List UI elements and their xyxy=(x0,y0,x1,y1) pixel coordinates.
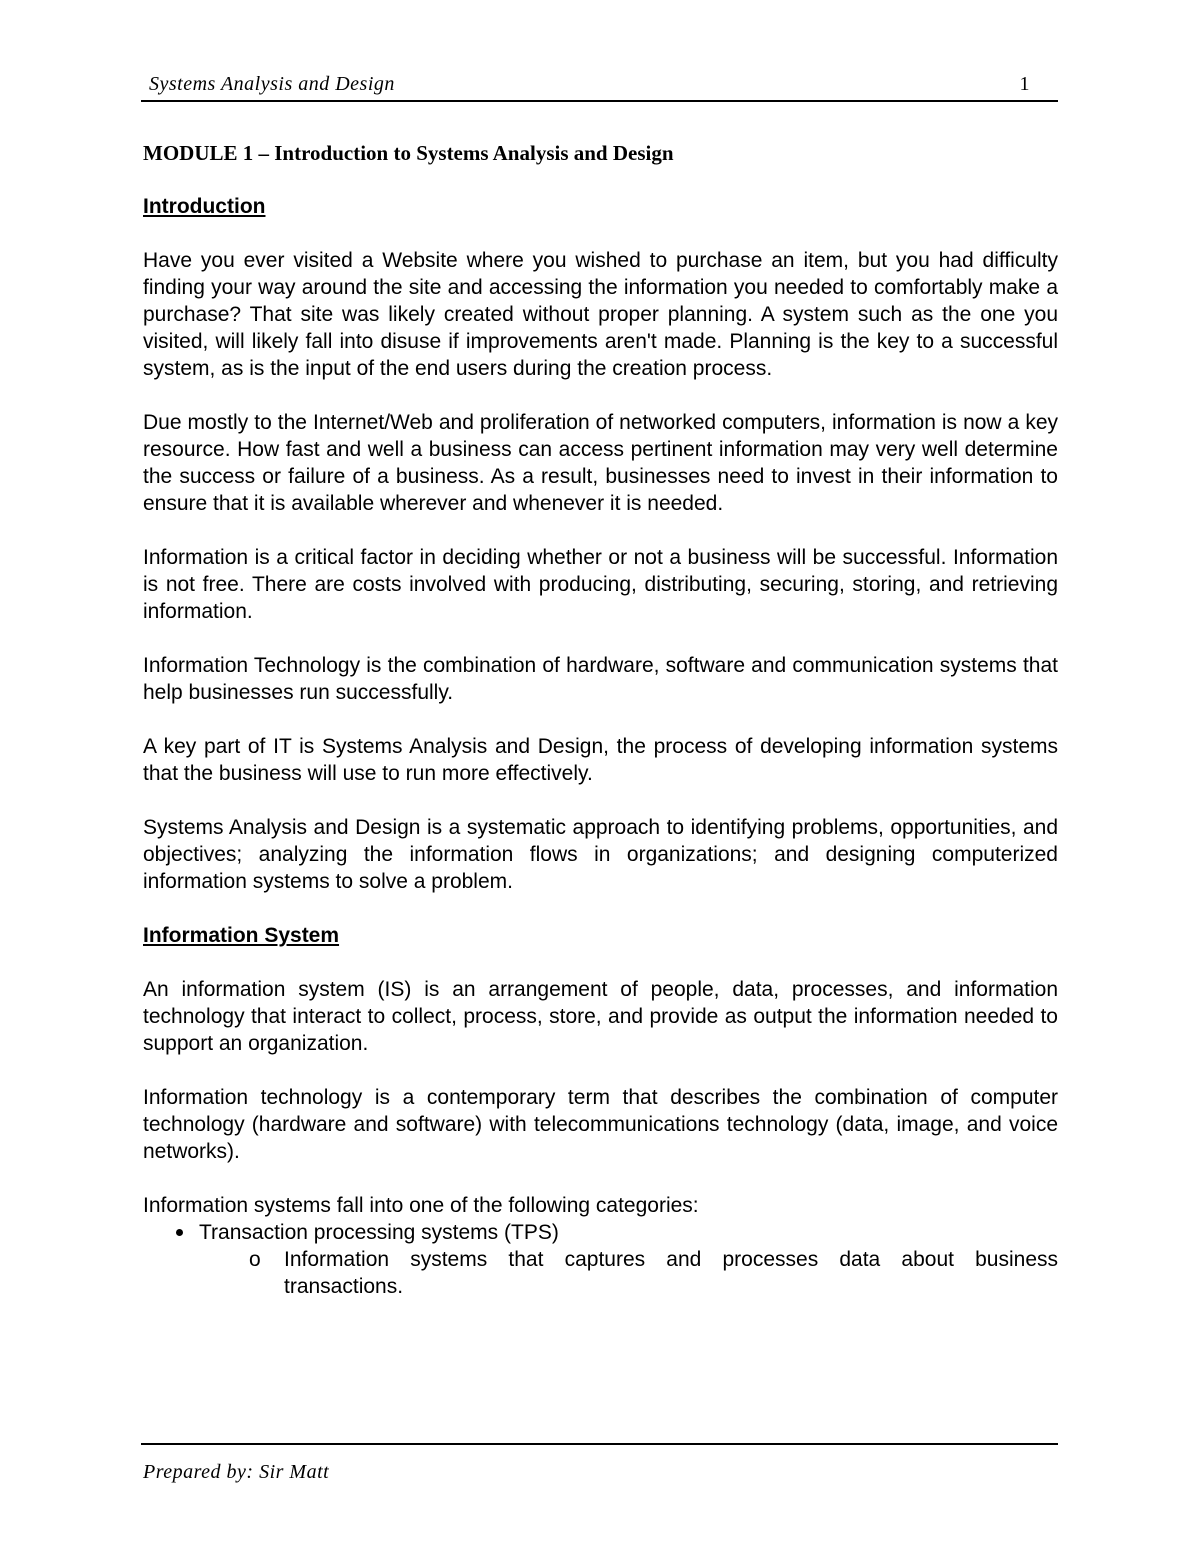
intro-paragraph: A key part of IT is Systems Analysis and Design, the process of developing information systems that the business will use to run more effectively. xyxy=(143,735,1058,785)
page-header xyxy=(141,70,1058,102)
section-heading-introduction: Introduction xyxy=(143,195,266,218)
categories-list xyxy=(143,1219,1058,1300)
is-paragraph: Information technology is a contemporary term that describes the combination of computer technology (hardware and software) with telecommunications technology (data, image, and voice networks). xyxy=(143,1086,1058,1163)
page-number: 1 xyxy=(1019,73,1030,95)
intro-paragraph: Systems Analysis and Design is a systematic approach to identifying problems, opportunities, and objectives; analyzing the information flows in organizations; and designing computerized information systems to solve a problem. xyxy=(143,816,1058,893)
intro-paragraph: Have you ever visited a Website where you wished to purchase an item, but you had difficulty finding your way around the site and accessing the information you needed to comfortably make a purchase? That site was likely created without proper planning. A system such as the one you visited, will likely fall into disuse if improvements aren't made. Planning is the key to a successful system, as is the input of the end users during the creation process. xyxy=(143,249,1058,380)
page-footer xyxy=(141,1443,1058,1483)
module-title: MODULE 1 – Introduction to Systems Analysis and Design xyxy=(143,141,674,165)
header-doc-title: Systems Analysis and Design xyxy=(149,73,395,95)
is-paragraph: An information system (IS) is an arrangement of people, data, processes, and information technology that interact to collect, process, store, and provide as output the information needed to support an organization. xyxy=(143,978,1058,1055)
list-item xyxy=(143,1219,1058,1300)
sub-list xyxy=(199,1246,1058,1300)
page-body xyxy=(143,140,1058,1300)
intro-paragraph: Information Technology is the combination of hardware, software and communication systems that help businesses run successfully. xyxy=(143,654,1058,704)
prepared-by: Prepared by: Sir Matt xyxy=(143,1461,330,1483)
sub-list-item: o Information systems that captures and processes data about business transactions. xyxy=(143,1246,1058,1300)
intro-paragraph: Due mostly to the Internet/Web and proliferation of networked computers, information is now a key resource. How fast and well a business can access pertinent information may very well determine the success or failure of a business. As a result, businesses need to invest in their information to ensure that it is available wherever and whenever it is needed. xyxy=(143,411,1058,515)
intro-paragraph: Information is a critical factor in deciding whether or not a business will be successful. Information is not free. There are costs involved with producing, distributing, securing, storing, and retrieving information. xyxy=(143,546,1058,623)
categories-intro: Information systems fall into one of the following categories: xyxy=(143,1194,699,1217)
bullet-label: Transaction processing systems (TPS) xyxy=(199,1221,559,1244)
section-heading-information-system: Information System xyxy=(143,924,340,947)
